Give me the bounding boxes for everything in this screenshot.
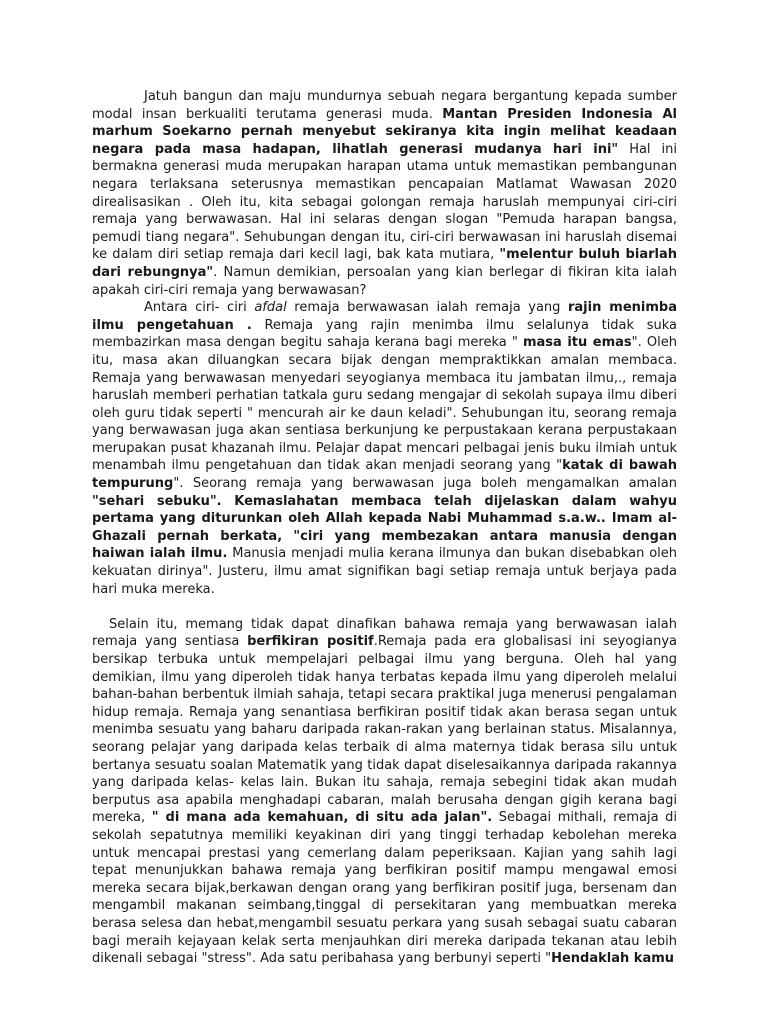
bold-text: masa itu emas xyxy=(522,335,632,351)
text-run: remaja berwawasan ialah remaja yang xyxy=(286,300,568,316)
paragraph-gap xyxy=(92,598,677,616)
italic-text: afdal xyxy=(254,300,287,316)
document-page xyxy=(92,88,677,968)
bold-text: berfikiran positif xyxy=(247,634,374,650)
body-paragraph xyxy=(92,616,677,968)
bold-text: Mantan Presiden Indonesia Al marhum Soekarno pernah menyebut sekiranya kita ingin melihat keadaan negara pada masa hadapan, lihatlah generasi mudanya hari ini" xyxy=(92,106,677,157)
text-run: Selain itu, memang tidak dapat dinafikan bahawa remaja yang berwawasan ialah remaja yang sentiasa xyxy=(92,616,677,650)
text-run: . Namun demikian, persoalan yang kian berlegar di fikiran kita ialah apakah ciri-ciri remaja yang berwawasan? xyxy=(92,264,677,298)
body-paragraph xyxy=(92,88,677,299)
bold-text: rajin menimba ilmu pengetahuan . xyxy=(92,300,677,333)
text-run: Jatuh bangun dan maju mundurnya sebuah negara bergantung kepada sumber modal insan berkualiti terutama generasi muda. xyxy=(92,89,677,122)
bold-text: Hendaklah kamu xyxy=(551,951,675,967)
text-run: Hal ini bermakna generasi muda merupakan harapan utama untuk memastikan pembangunan negara terlaksana seterusnya memastikan pencapaian Matlamat Wawasan 2020 direalisasikan . Oleh itu, kita sebagai golongan remaja haruslah mempunyai ciri-ciri remaja yang berwawasan. Hal ini selaras dengan slogan "Pemuda harapan bangsa, pemudi tiang negara". Sehubungan dengan itu, ciri-ciri berwawasan ini haruslah disemai ke dalam diri setiap remaja dari kecil lagi, bak kata mutiara, xyxy=(92,141,677,263)
bold-text: " di mana ada kemahuan, di situ ada jalan". xyxy=(151,810,493,826)
bold-text: katak di bawah tempurung xyxy=(92,458,677,492)
text-run: Manusia menjadi mulia kerana ilmunya dan bukan disebabkan oleh kekuatan dirinya". Justeru, ilmu amat signifikan bagi setiap remaja untuk berjaya pada hari muka mereka. xyxy=(92,546,677,597)
text-run: Antara ciri- ciri xyxy=(144,300,255,316)
bold-text: "sehari sebuku". Kemaslahatan membaca telah dijelaskan dalam wahyu pertama yang diturunkan oleh Allah kepada Nabi Muhammad s.a.w.. Imam al-Ghazali pernah berkata, "ciri yang membezakan antara manusia dengan haiwan ialah ilmu. xyxy=(92,493,677,562)
body-paragraph xyxy=(92,299,677,598)
text-run: ". Oleh itu, masa akan diluangkan secara bijak dengan mempraktikkan amalan membaca. Remaja yang berwawasan menyedari seyogianya membaca itu jambatan ilmu,., remaja haruslah memberi perhatian tatkala guru sedang mengajar di sekolah supaya ilmu diberi oleh guru tidak seperti " mencurah air ke daun keladi". Sehubungan itu, seorang remaja yang berwawasan juga akan sentiasa berkunjung ke perpustakaan kerana perpustakaan merupakan pusat khazanah ilmu. Pelajar dapat mencari pelbagai jenis buku ilmiah untuk menambah ilmu pengetahuan dan tidak akan menjadi seorang yang " xyxy=(92,335,678,474)
text-run: Sebagai mithali, remaja di sekolah sepatutnya memiliki keyakinan diri yang tinggi terhadap kebolehan mereka untuk mencapai prestasi yang cemerlang dalam peperiksaan. Kajian yang sahih lagi tepat menunjukkan bahawa remaja yang berfikiran positif mampu mengawal emosi mereka secara bijak,berkawan dengan orang yang berfikiran positif juga, bersenam dan mengambil makanan seimbang,tinggal di persekitaran yang membuatkan mereka berasa selesa dan hebat,mengambil sesuatu perkara yang susah sebagai suatu cabaran bagi meraih kejayaan kelak serta menjauhkan diri mereka daripada tekanan atau lebih dikenali sebagai "stress". Ada satu peribahasa yang berbunyi seperti " xyxy=(92,810,678,967)
bold-text: "melentur buluh biarlah dari rebungnya" xyxy=(92,247,677,280)
text-run: Remaja yang rajin menimba ilmu selalunya tidak suka membazirkan masa dengan begitu sahaja kerana bagi mereka " xyxy=(92,317,677,351)
text-run: ". Seorang remaja yang berwawasan juga boleh mengamalkan amalan xyxy=(173,476,677,492)
text-run: .Remaja pada era globalisasi ini seyogianya bersikap terbuka untuk mempelajari pelbagai ilmu yang berguna. Oleh hal yang demikian, ilmu yang diperoleh tidak hanya terbatas kepada ilmu yang diperoleh melalui bahan-bahan berbentuk ilmiah sahaja, tetapi secara praktikal juga menerusi pengalaman hidup remaja. Remaja yang senantiasa berfikiran positif tidak akan berasa segan untuk menimba sesuatu yang baharu daripada rakan-rakan yang berlainan status. Misalannya, seorang pelajar yang daripada kelas terbaik di alma maternya tidak berasa silu untuk bertanya sesuatu soalan Matematik yang tidak dapat diselesaikannya daripada rakannya yang daripada kelas- kelas lain. Bukan itu sahaja, remaja sebegini tidak akan mudah berputus asa apabila menghadapi cabaran, malah berusaha dengan gigih kerana bagi mereka, xyxy=(92,634,677,826)
